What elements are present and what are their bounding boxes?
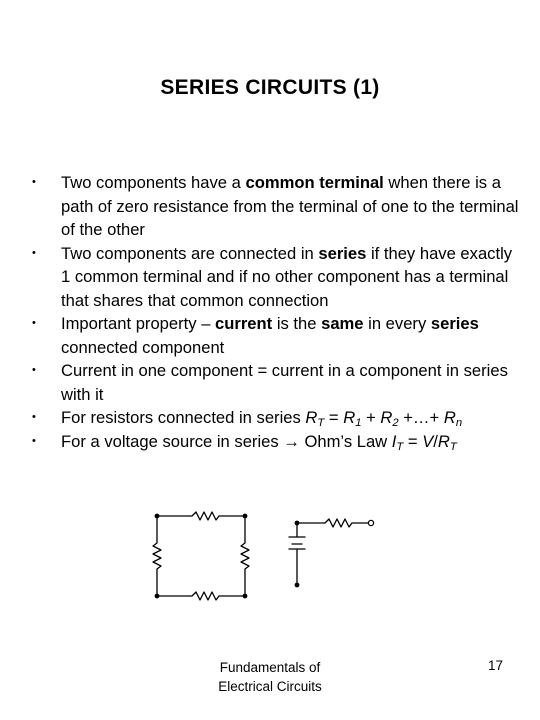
bullet-text-run: if they have exactly 1 common terminal and if no other component has a terminal that shares that common connection xyxy=(61,243,513,310)
bullet-dot-icon: • xyxy=(32,411,36,423)
wire-right xyxy=(241,516,249,596)
bullet-text xyxy=(61,173,518,239)
bullet-item xyxy=(32,242,522,313)
bullet-dot-icon: • xyxy=(32,176,36,188)
bullet-item xyxy=(32,430,522,454)
bullet-text-run: connected component xyxy=(61,337,225,357)
bullet-item xyxy=(32,406,522,430)
wire-top xyxy=(157,512,245,520)
bullet-text-run: when there is a path of zero resistance from the terminal of one to the terminal of the other xyxy=(61,173,519,239)
bullet-text-run: Current in one component = current in a component in series with it xyxy=(61,361,508,404)
footer-course-title xyxy=(200,658,340,696)
bullet-item xyxy=(32,312,522,359)
bullet-item xyxy=(32,359,522,406)
bullet-text xyxy=(61,244,512,310)
bullet-text-run: I xyxy=(391,431,397,451)
junction-dot xyxy=(155,514,160,519)
bullet-text-run: +…+ xyxy=(398,408,444,427)
source-resistor-circuit xyxy=(289,519,374,585)
bullet-dot-icon: • xyxy=(32,317,36,329)
wire-left xyxy=(153,516,161,596)
series-loop-circuit xyxy=(153,512,249,600)
bullet-text-run: Two components are connected in xyxy=(61,243,319,263)
bullet-text-run: n xyxy=(455,416,463,429)
bullet-dot-icon: • xyxy=(32,246,36,259)
bullet-text xyxy=(61,361,508,404)
junction-dot xyxy=(295,521,300,526)
bullet-text-run: in every xyxy=(363,314,431,333)
open-terminal xyxy=(368,520,373,525)
bullet-text-run: / xyxy=(433,431,438,451)
bullet-text-run: R xyxy=(305,408,318,427)
bullet-text-run: 1 xyxy=(355,416,362,429)
bullet-text-run: For resistors connected in series xyxy=(61,408,306,427)
bullet-text-run: R xyxy=(437,431,450,451)
bullet-text-run: common terminal xyxy=(245,173,384,192)
bullet-text-run: R xyxy=(380,408,393,427)
bullet-text-run: series xyxy=(318,243,367,263)
junction-dot xyxy=(295,583,300,588)
bullet-text-run: series xyxy=(430,314,479,333)
bullet-text-run: current xyxy=(215,314,273,333)
footer-line-1: Fundamentals of xyxy=(219,660,321,675)
bullet-text-run: same xyxy=(321,314,364,333)
bullet-text-run: For a voltage source in series → Ohm’s Law xyxy=(61,431,392,451)
bullet-text xyxy=(61,314,479,357)
slide-title: SERIES CIRCUITS (1) xyxy=(160,76,380,99)
bullet-text-run: R xyxy=(443,408,456,427)
bullet-text-run: is the xyxy=(272,314,322,333)
junction-dot xyxy=(243,514,248,519)
bullet-text-run: Important property – xyxy=(61,314,216,333)
wire-bottom xyxy=(157,592,245,600)
page-number: 17 xyxy=(488,658,504,673)
bullet-item xyxy=(32,171,522,242)
bullet-text xyxy=(61,408,462,427)
circuit-diagram xyxy=(150,505,390,610)
bullet-text-run: 2 xyxy=(392,416,399,429)
bullet-text-run: T xyxy=(396,440,404,453)
junction-dot xyxy=(155,594,160,599)
bullet-text-run: R xyxy=(343,408,356,427)
bullet-list xyxy=(32,171,522,453)
bullet-text-run: V xyxy=(422,431,434,451)
bullet-dot-icon: • xyxy=(32,434,36,447)
bullet-text-run: T xyxy=(449,440,457,453)
bullet-text-run: = xyxy=(403,431,423,451)
bullet-text-run: + xyxy=(361,408,381,427)
bullet-text xyxy=(61,432,457,451)
bullet-text-run: T xyxy=(317,416,325,429)
junction-dots xyxy=(155,514,300,599)
footer-line-2: Electrical Circuits xyxy=(218,679,322,694)
bullet-dot-icon: • xyxy=(32,364,36,376)
bullet-text-run: Two components have a xyxy=(61,173,246,192)
wire-source-resistor xyxy=(297,519,368,527)
bullet-text-run: = xyxy=(324,408,344,427)
junction-dot xyxy=(243,594,248,599)
